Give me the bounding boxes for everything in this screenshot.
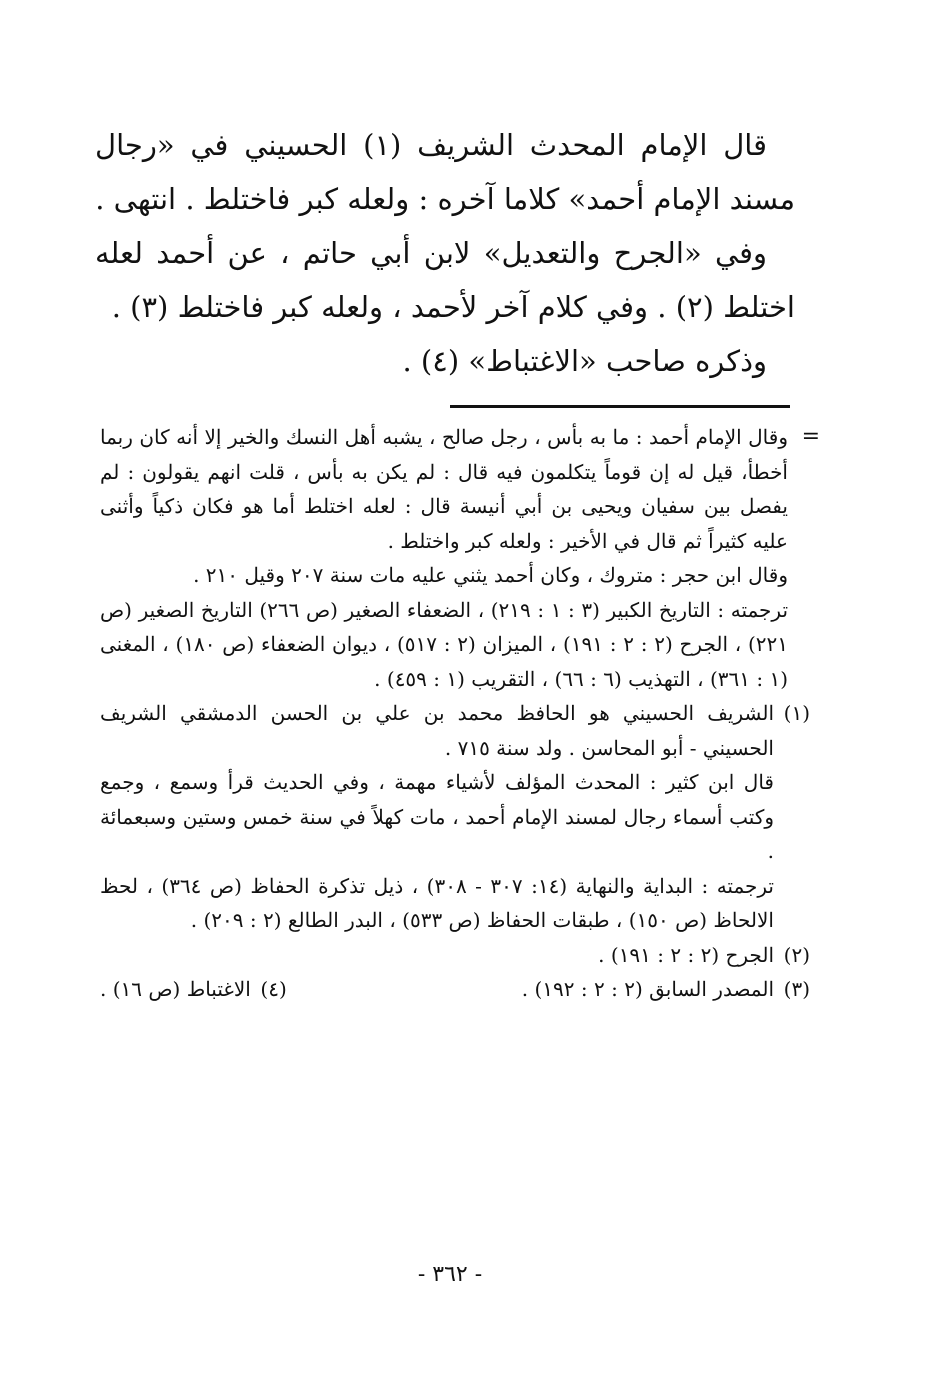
footnote-2-number: (٢) [783,942,810,967]
footnotes-section [100,420,820,1007]
footnote-4 [100,972,287,1007]
footnote-1 [100,696,810,765]
footnote-2 [100,938,810,973]
footnote-1-number: (١) [783,701,810,725]
footnote-continuation-2: وقال ابن حجر : متروك ، وكان أحمد يثني عليه مات سنة ٢٠٧ وقيل ٢١٠ . [193,563,788,587]
continuation-mark: = [801,424,820,449]
main-paragraph-2: وفي «الجرح والتعديل» لابن أبي حاتم ، عن أحمد لعله اختلط (٢) . وفي كلام آخر لأحمد ، ولعله كبر فاختلط (٣) . [95,236,795,324]
footnote-1-text: الشريف الحسيني هو الحافظ محمد بن علي بن الحسن الدمشقي الشريف الحسيني - أبو المحاسن . ولد سنة ٧١٥ . [100,701,774,760]
footnote-3-number: (٣) [783,977,810,1001]
footnote-4-number: (٤) [260,977,287,1001]
footnote-3 [522,972,810,1007]
footnote-1-sources: ترجمته : البداية والنهاية (١٤: ٣٠٧ - ٣٠٨) ، ذيل تذكرة الحفاظ (ص ٣٦٤) ، لحظ الالحاظ (ص ١٥٠) ، طبقات الحفاظ (ص ٥٣٣) ، البدر الطالع (٢ : ٢٠٩) . [100,873,774,932]
footnote-continuation-1 [100,420,820,558]
main-paragraph-1: قال الإمام المحدث الشريف (١) الحسيني في «رجال مسند الإمام أحمد» كلاما آخره : ولعله كبر فاختلط . انتهى . [95,128,795,216]
footnote-continuation-3: ترجمته : التاريخ الكبير (٣ : ١ : ٢١٩) ، الضعفاء الصغير (ص ٢٦٦) التاريخ الصغير (ص ٢٢١) ، الجرح (٢ : ٢ : ١٩١) ، الميزان (٢ : ٥١٧) ، ديوان الضعفاء (ص ١٨٠) ، المغنى (١ : ٣٦١) ، التهذيب (٦ : ٦٦) ، التقريب (١ : ٤٥٩) . [100,597,789,691]
main-text [95,118,795,388]
page-number: - ٣٦٢ - [417,1262,483,1287]
footnote-2-text: الجرح (٢ : ٢ : ١٩١) . [598,942,774,967]
footnote-continuation-text-1: وقال الإمام أحمد : ما به بأس ، رجل صالح ، يشبه أهل النسك والخير إلا أنه كان ربما أخطأ، قيل له إن قوماً يتكلمون فيه قال : لم يكن به بأس ، قلت انهم يقولون : لم يفصل بين سفيان ويحيى بن أبي أنيسة قال : لعله اختلط أما هو فكان ذكياً وأثنى عليه كثيراً ثم قال في الأخير : ولعله كبر واختلط . [100,425,788,553]
footnote-3-text: المصدر السابق (٢ : ٢ : ١٩٢) . [521,977,774,1001]
footnote-separator [450,405,790,408]
footnote-3-4-row [100,972,810,1007]
footnote-4-text: الاغتباط (ص ١٦) . [100,977,251,1001]
main-paragraph-3: وذكره صاحب «الاغتباط» (٤) . [402,344,767,378]
footnote-1-quote: قال ابن كثير : المحدث المؤلف لأشياء مهمة ، وفي الحديث قرأ وسمع ، وجمع وكتب أسماء رجال لمسند الإمام أحمد ، مات كهلاً في سنة خمس وستين وسبعمائة . [100,770,775,863]
